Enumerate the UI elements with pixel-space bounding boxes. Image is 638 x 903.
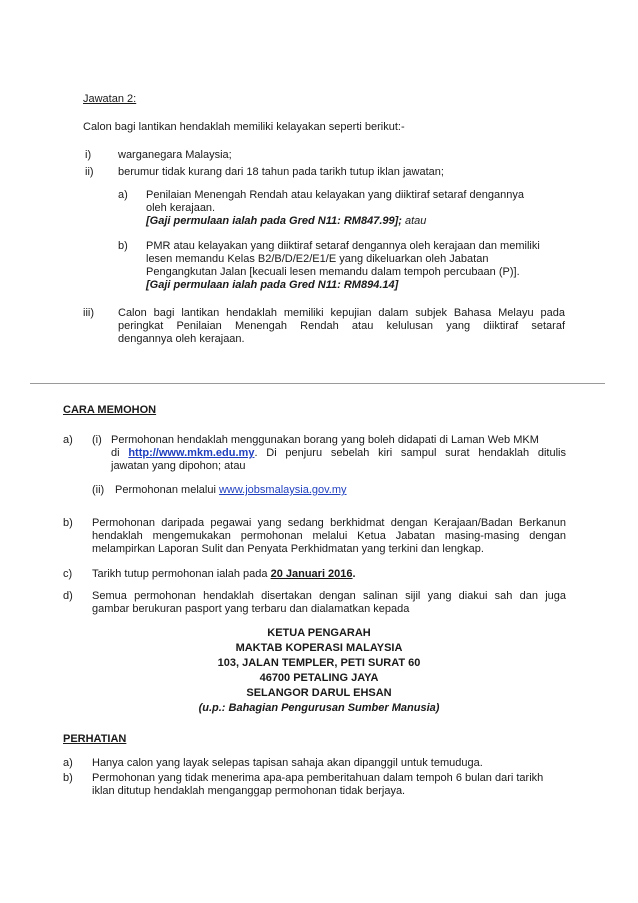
address-line-4: 46700 PETALING JAYA <box>259 672 379 684</box>
cara-a-ii-text <box>115 484 347 497</box>
sub-label-b: b) <box>118 240 128 252</box>
cara-label-b: b) <box>63 517 73 529</box>
cara-a-i-line2-post: . Di penjuru sebelah kiri sampul surat hendaklah ditulis <box>254 447 566 459</box>
perhatian-heading: PERHATIAN <box>63 733 127 745</box>
address-line-5: SELANGOR DARUL EHSAN <box>246 687 392 699</box>
sub-a-text <box>146 189 566 228</box>
cara-c-end: . <box>352 568 356 580</box>
sub-b-line2: lesen memandu Kelas B2/B/D/E2/E1/E yang dikeluarkan oleh Jabatan <box>146 253 489 265</box>
address-line-3: 103, JALAN TEMPLER, PETI SURAT 60 <box>217 657 421 669</box>
perhatian-a-text: Hanya calon yang layak selepas tapisan sahaja akan dipanggil untuk temuduga. <box>92 757 483 769</box>
cara-d-text <box>92 590 566 616</box>
address-line-2: MAKTAB KOPERASI MALAYSIA <box>235 642 403 654</box>
section-divider <box>30 383 605 384</box>
cara-a-i-line1: Permohonan hendaklah menggunakan borang yang boleh didapati di Laman Web MKM <box>111 434 539 446</box>
list-item-age: berumur tidak kurang dari 18 tahun pada tarikh tutup iklan jawatan; <box>118 166 444 178</box>
cara-a-ii-prefix: Permohonan melalui <box>115 484 219 496</box>
cara-a-label-ii: (ii) <box>92 484 105 496</box>
cara-a-i-line2 <box>111 447 566 460</box>
sub-b-line3: Pengangkutan Jalan [kecuali lesen memandu dalam tempoh percubaan (P)]. <box>146 266 520 278</box>
cara-b-text <box>92 517 566 556</box>
sub-a-salary-tail: atau <box>401 215 427 227</box>
address-line-1: KETUA PENGARAH <box>267 627 371 639</box>
cara-d-line2: gambar berukuran pasport yang terbaru dan dialamatkan kepada <box>92 603 410 615</box>
perhatian-b-line2: iklan ditutup hendaklah menganggap permohonan tidak berjaya. <box>92 785 406 797</box>
list-label-i: i) <box>85 149 92 161</box>
perhatian-b-line1: Permohonan yang tidak menerima apa-apa pemberitahuan dalam tempoh 6 bulan dari tarikh <box>92 772 544 784</box>
cara-label-c: c) <box>63 568 73 580</box>
sub-b-salary: [Gaji permulaan ialah pada Gred N11: RM894.14] <box>146 279 399 291</box>
cara-a-label-i: (i) <box>92 434 102 446</box>
cara-b-line1: Permohonan daripada pegawai yang sedang berkhidmat dengan Kerajaan/Badan Berkanun <box>92 517 566 529</box>
mkm-website-link[interactable]: http://www.mkm.edu.my <box>128 447 255 459</box>
sub-a-line2: oleh kerajaan. <box>146 202 216 214</box>
cara-label-a: a) <box>63 434 73 446</box>
closing-date: 20 Januari 2016 <box>270 568 353 580</box>
cara-b-line3: melampirkan Laporan Sulit dan Penyata Perkhidmatan yang terkini dan lengkap. <box>92 543 484 555</box>
sub-a-line1: Penilaian Menengah Rendah atau kelayakan yang diiktiraf setaraf dengannya <box>146 189 524 201</box>
cara-a-i-line3: jawatan yang dipohon; atau <box>111 460 246 472</box>
list-label-ii: ii) <box>85 166 94 178</box>
sub-a-salary-line <box>146 215 566 228</box>
address-attention: (u.p.: Bahagian Pengurusan Sumber Manusia) <box>198 702 440 714</box>
item-iii-line2: peringkat Penilaian Menengah Rendah atau kelulusan yang diiktiraf setaraf <box>118 320 565 332</box>
cara-b-line2: hendaklah mengemukakan permohonan melalui Ketua Jabatan masing-masing dengan <box>92 530 566 542</box>
item-iii-line1: Calon bagi lantikan hendaklah memiliki kepujian dalam subjek Bahasa Melayu pada <box>118 307 565 319</box>
cara-d-line1: Semua permohonan hendaklah disertakan dengan salinan sijil yang diakui sah dan juga <box>92 590 566 602</box>
perhatian-label-a: a) <box>63 757 73 769</box>
sub-b-line1: PMR atau kelayakan yang diiktiraf setaraf dengannya oleh kerajaan dan memiliki <box>146 240 540 252</box>
sub-label-a: a) <box>118 189 128 201</box>
cara-memohon-heading: CARA MEMOHON <box>63 404 157 416</box>
cara-a-i-line2-pre: di <box>111 447 129 459</box>
jobsmalaysia-link[interactable]: www.jobsmalaysia.gov.my <box>218 484 347 496</box>
cara-c-text <box>92 568 356 581</box>
cara-c-prefix: Tarikh tutup permohonan ialah pada <box>92 568 271 580</box>
cara-a-i-text <box>111 434 566 473</box>
address-block <box>0 626 638 716</box>
sub-a-salary: [Gaji permulaan ialah pada Gred N11: RM847.99]; <box>146 215 402 227</box>
list-label-iii: iii) <box>83 307 94 319</box>
list-item-citizenship: warganegara Malaysia; <box>118 149 232 161</box>
item-iii-line3: dengannya oleh kerajaan. <box>118 333 245 345</box>
sub-b-text <box>146 240 566 292</box>
perhatian-label-b: b) <box>63 772 73 784</box>
jawatan-intro: Calon bagi lantikan hendaklah memiliki kelayakan seperti berikut:- <box>83 121 405 133</box>
perhatian-b-text <box>92 772 566 798</box>
jawatan-heading: Jawatan 2: <box>83 93 137 105</box>
item-iii-text <box>118 307 565 346</box>
cara-label-d: d) <box>63 590 73 602</box>
